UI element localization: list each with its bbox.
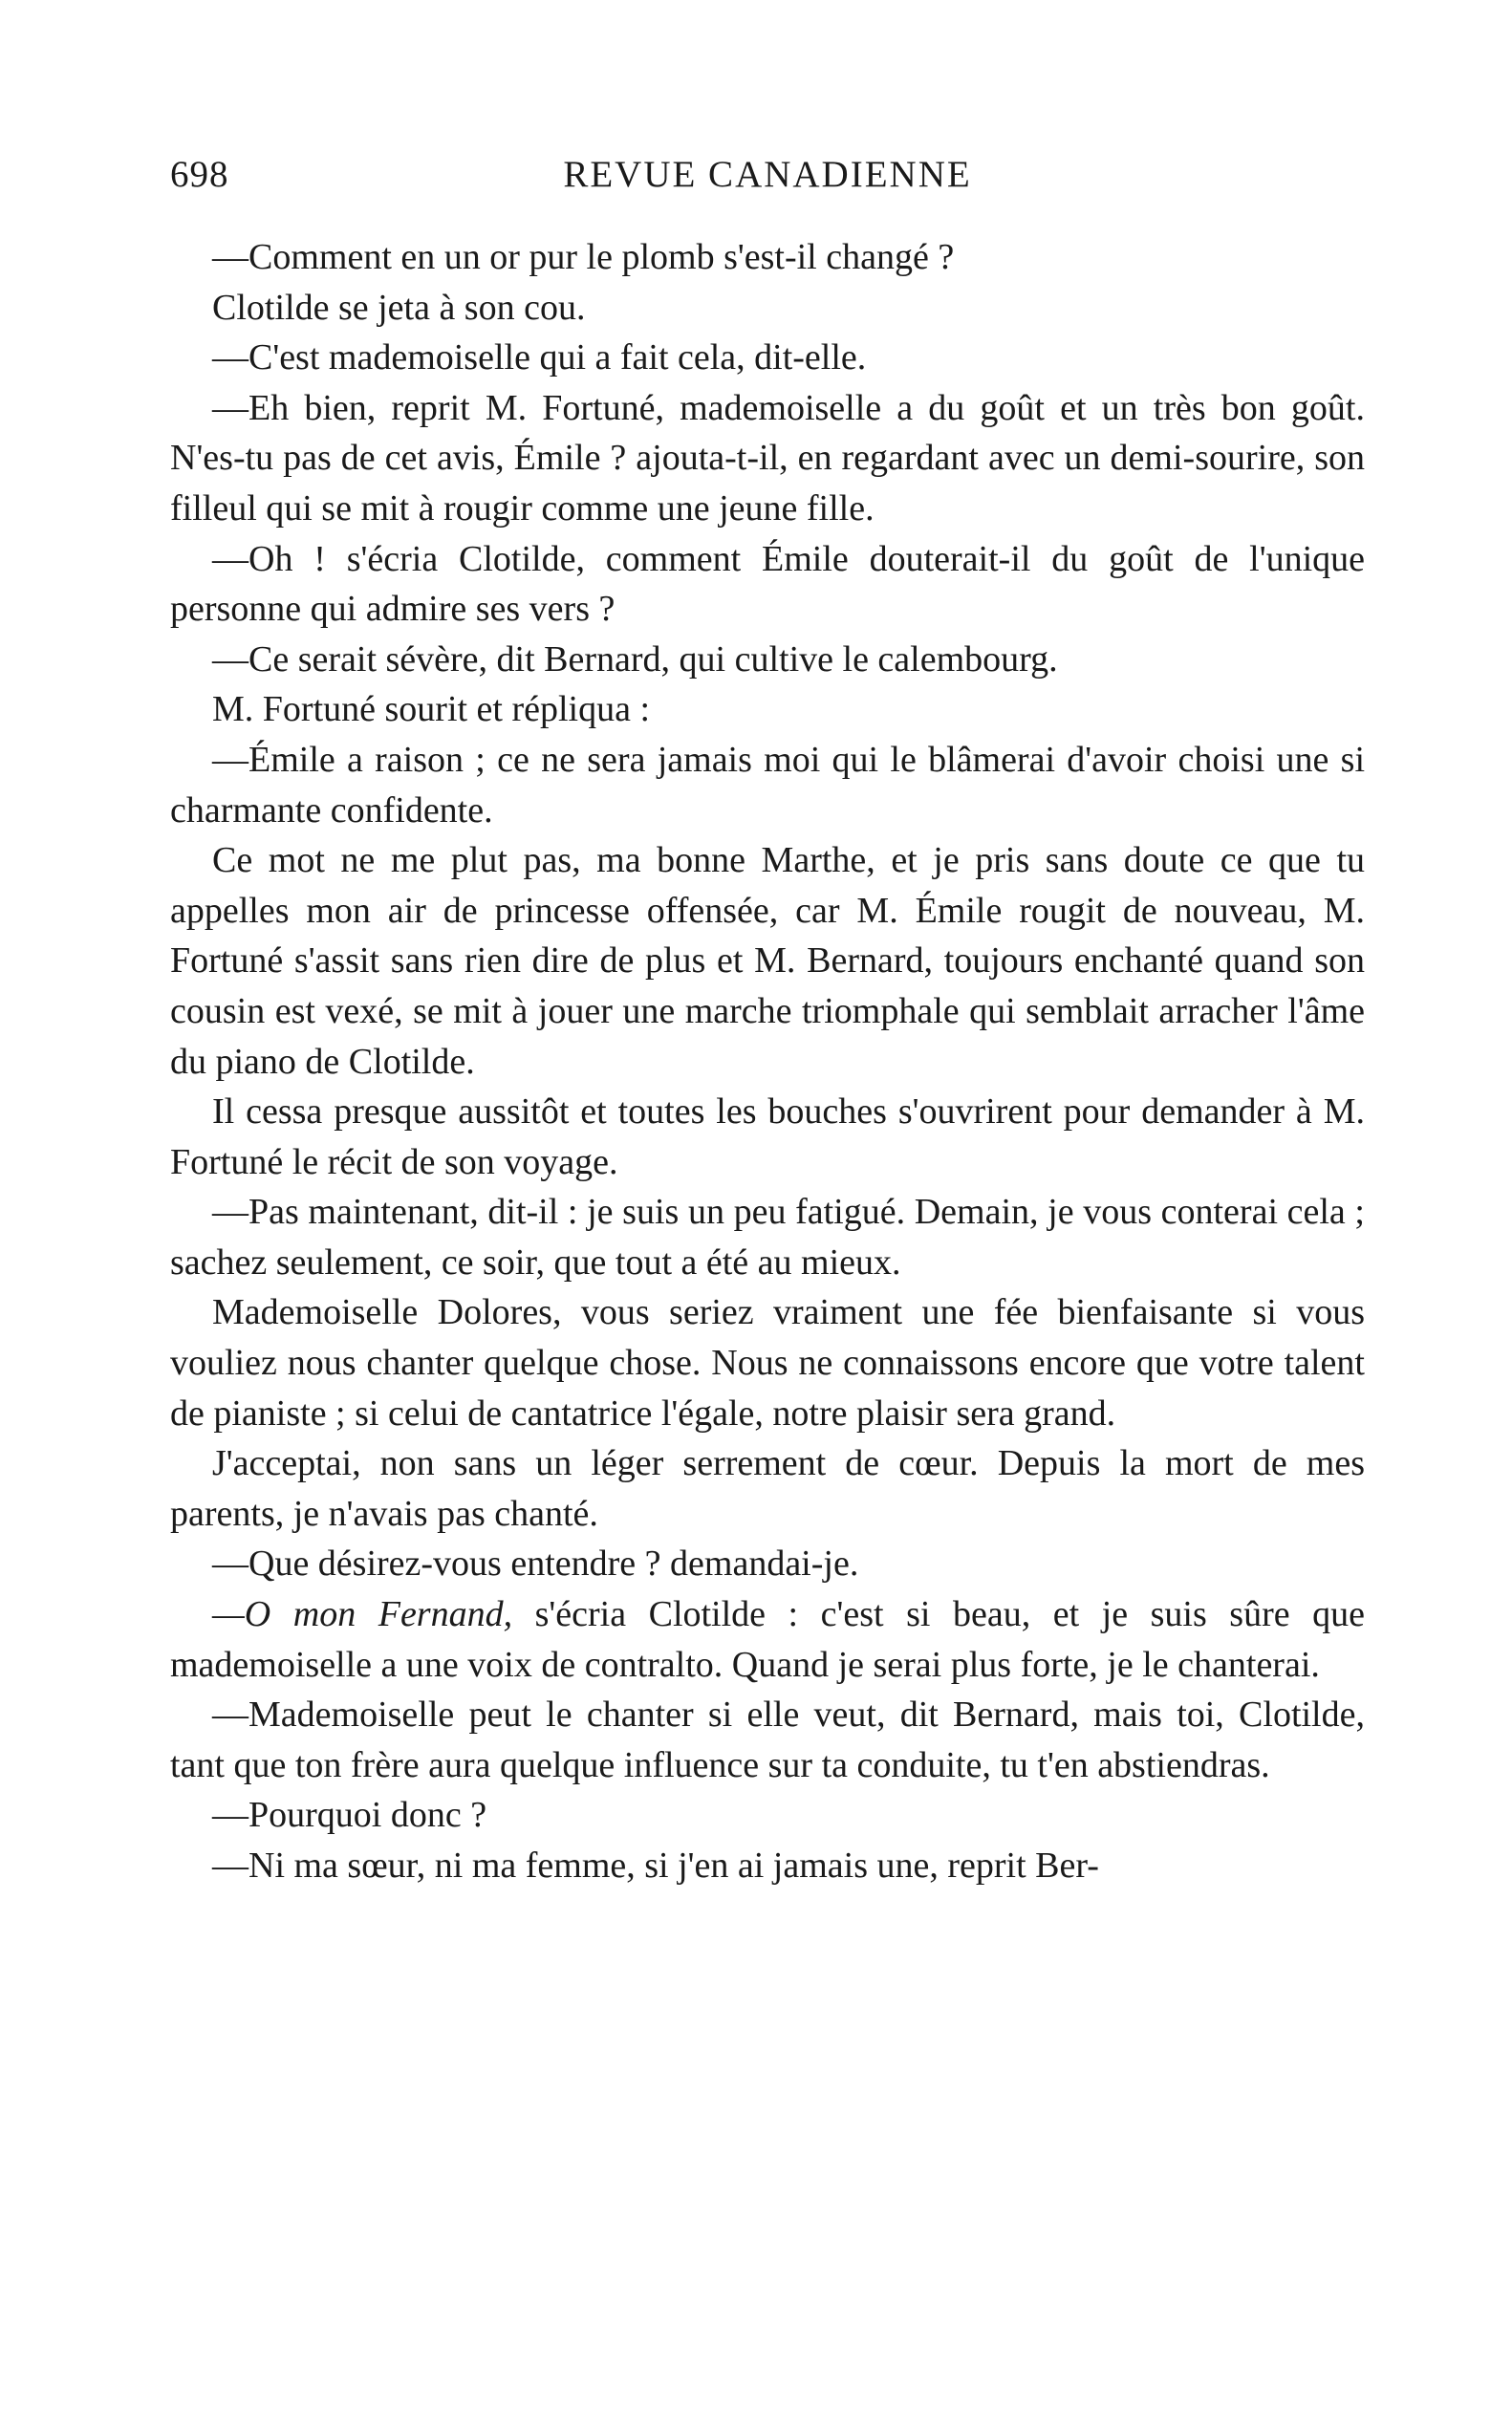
running-head: REVUE CANADIENNE	[563, 154, 972, 195]
paragraph: —Oh ! s'écria Clotilde, comment Émile douterait-il du goût de l'unique personne qui admire ses vers ?	[170, 538, 1365, 630]
paragraph: —Ni ma sœur, ni ma femme, si j'en ai jamais une, reprit Ber-	[212, 1846, 1099, 1886]
paragraph: Ce mot ne me plut pas, ma bonne Marthe, et je pris sans doute ce que tu appelles mon air de princesse offensée, car M. Émile rougit de nouveau, M. Fortuné s'assit sans rien dire de plus et M. Bernard, toujours enchanté quand son cousin est vexé, se mit à jouer une marche triomphale qui semblait arracher l'âme du piano de Clotilde.	[170, 840, 1365, 1082]
paragraph	[170, 1589, 1365, 1690]
paragraph-text: s'écria Clotilde : c'est si beau, et je suis sûre que mademoiselle a une voix de contralto. Quand je serai plus forte, je le chanterai.	[170, 1594, 1365, 1685]
paragraph: J'acceptai, non sans un léger serrement de cœur. Depuis la mort de mes parents, je n'avais pas chanté.	[170, 1443, 1365, 1534]
body-text	[170, 232, 1365, 1891]
paragraph: —Eh bien, reprit M. Fortuné, mademoiselle a du goût et un très bon goût. N'es-tu pas de cet avis, Émile ? ajouta-t-il, en regardant avec un demi-sourire, son filleul qui se mit à rougir comme une jeune fille.	[170, 387, 1365, 529]
paragraph: —Comment en un or pur le plomb s'est-il changé ?	[212, 237, 955, 277]
page-header	[170, 153, 1365, 210]
paragraph: —Pas maintenant, dit-il : je suis un peu fatigué. Demain, je vous conterai cela ; sachez seulement, ce soir, que tout a été au mieux.	[170, 1192, 1365, 1283]
paragraph: —Ce serait sévère, dit Bernard, qui cultive le calembourg.	[212, 638, 1058, 680]
paragraph: Mademoiselle Dolores, vous seriez vraiment une fée bienfaisante si vous vouliez nous chanter quelque chose. Nous ne connaissons encore que votre talent de pianiste ; si celui de cantatrice l'égale, notre plaisir sera grand.	[170, 1292, 1365, 1434]
paragraph: —Mademoiselle peut le chanter si elle veut, dit Bernard, mais toi, Clotilde, tant que ton frère aura quelque influence sur ta conduite, tu t'en abstiendras.	[170, 1695, 1365, 1785]
paragraph: —Que désirez-vous entendre ? demandai-je.	[212, 1544, 859, 1585]
italic-song-title: —O mon Fernand,	[212, 1594, 513, 1635]
paragraph: M. Fortuné sourit et répliqua :	[212, 689, 651, 730]
page-number: 698	[170, 154, 229, 195]
paragraph: Clotilde se jeta à son cou.	[212, 287, 586, 328]
paragraph: Il cessa presque aussitôt et toutes les bouches s'ouvrirent pour demander à M. Fortuné le récit de son voyage.	[170, 1091, 1365, 1182]
paragraph: —C'est mademoiselle qui a fait cela, dit-elle.	[212, 337, 867, 378]
paragraph: —Pourquoi donc ?	[212, 1795, 487, 1836]
paragraph: —Émile a raison ; ce ne sera jamais moi qui le blâmerai d'avoir choisi une si charmante confidente.	[170, 739, 1365, 831]
